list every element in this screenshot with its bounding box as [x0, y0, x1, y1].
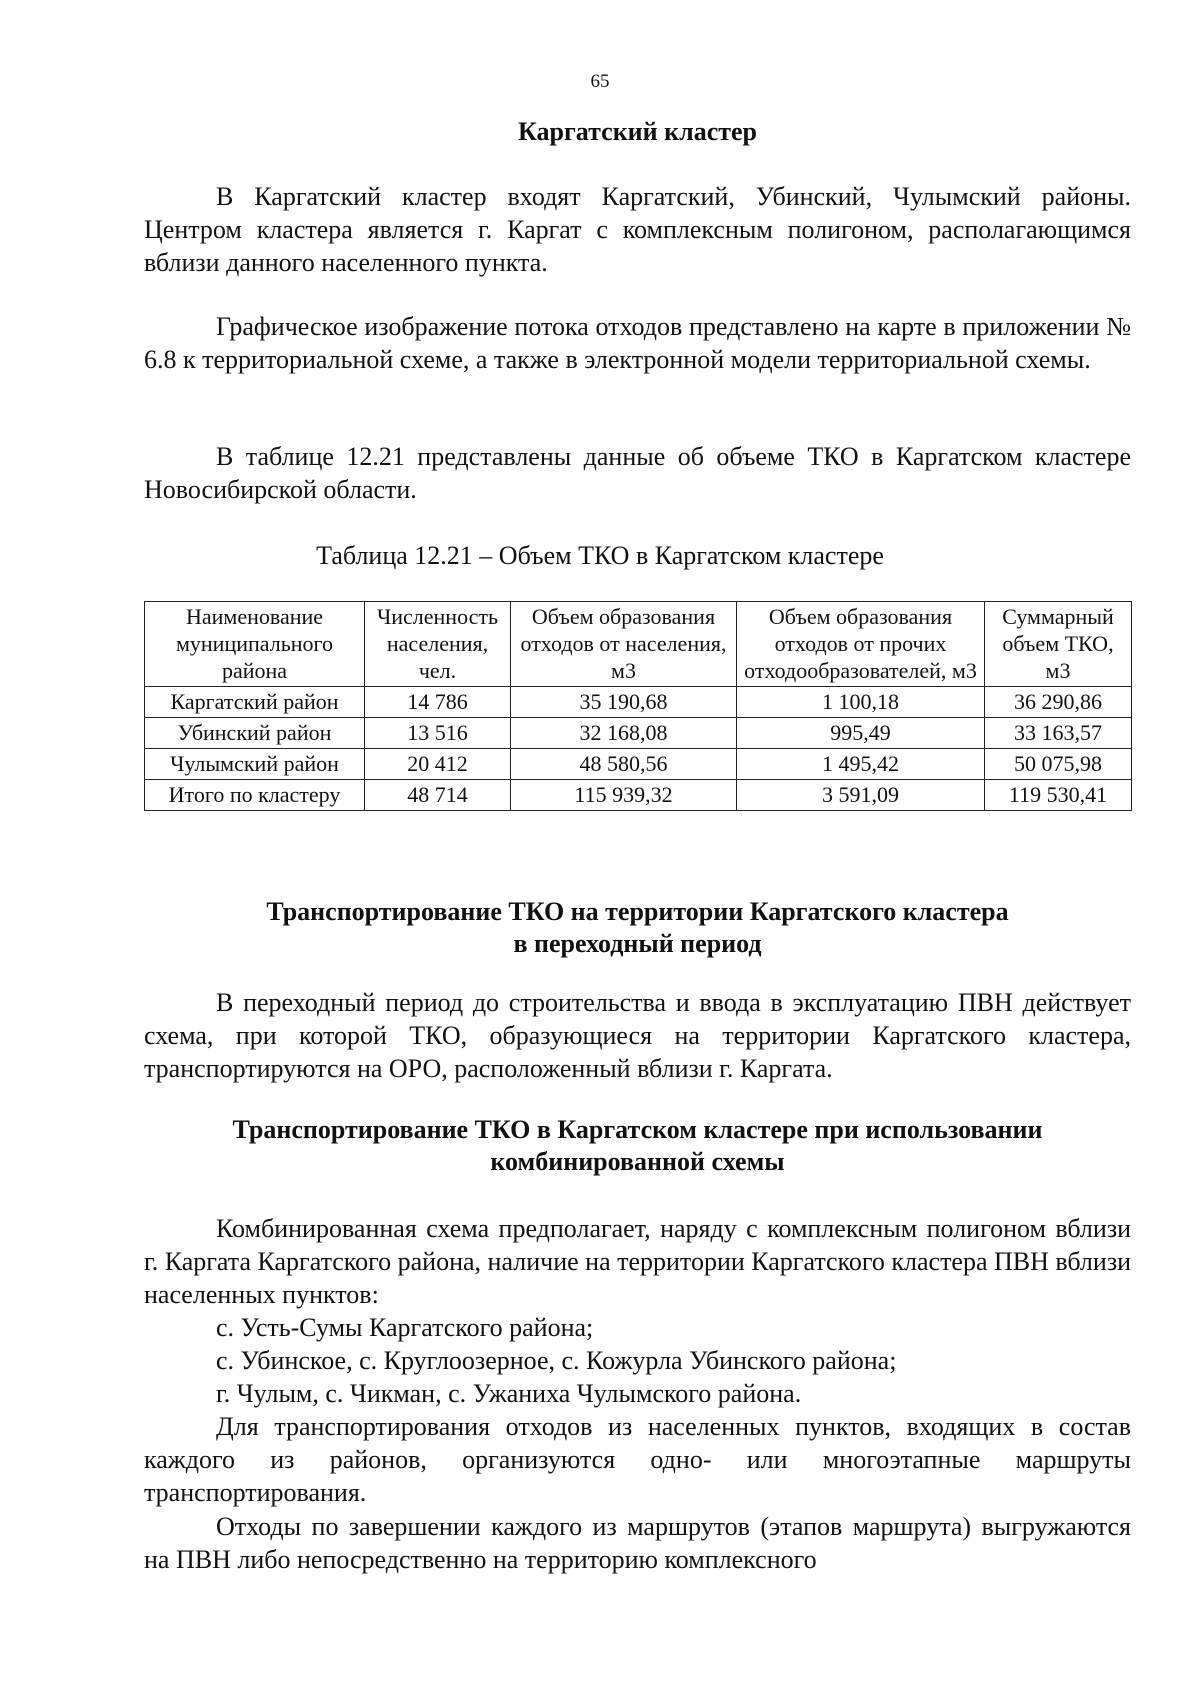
table-cell: Убинский район [145, 718, 365, 749]
list-item: с. Убинское, с. Круглоозерное, с. Кожурла Убинского района; [216, 1346, 897, 1375]
table-cell: 1 495,42 [737, 749, 985, 780]
section-heading-transitional-period [144, 896, 1131, 960]
table-cell: 50 075,98 [985, 749, 1132, 780]
table-cell: 1 100,18 [737, 687, 985, 718]
table-header-row [145, 602, 1132, 687]
paragraph-cluster-composition: В Каргатский кластер входят Каргатский, Убинский, Чулымский районы. Центром кластера является г. Каргат с комплексным полигоном, располагающимся вблизи данного населенного пункта. [144, 182, 1131, 277]
table-row [145, 749, 1132, 780]
paragraph-combined-scheme: Комбинированная схема предполагает, наряду с комплексным полигоном вблизи г. Каргата Каргатского района, наличие на территории Каргатского кластера ПВН вблизи населенных пунктов: [144, 1214, 1131, 1309]
table-cell: 35 190,68 [511, 687, 737, 718]
table-cell: 20 412 [365, 749, 511, 780]
table-cell: 33 163,57 [985, 718, 1132, 749]
paragraph-graphic-representation: Графическое изображение потока отходов представлено на карте в приложении № 6.8 к территориальной схеме, а также в электронной модели территориальной схемы. [144, 312, 1131, 374]
table-cell: 36 290,86 [985, 687, 1132, 718]
tko-volume-table [144, 601, 1132, 811]
paragraph-table-reference: В таблице 12.21 представлены данные об объеме ТКО в Каргатском кластере Новосибирской области. [144, 442, 1131, 504]
table-cell: Итого по кластеру [145, 780, 365, 811]
table-cell: 995,49 [737, 718, 985, 749]
table-cell: 14 786 [365, 687, 511, 718]
paragraph-transitional-scheme: В переходный период до строительства и ввода в эксплуатацию ПВН действует схема, при которой ТКО, образующиеся на территории Каргатского кластера, транспортируются на ОРО, расположенный вблизи г. Каргата. [144, 988, 1131, 1083]
table-cell: Каргатский район [145, 687, 365, 718]
table-cell: 13 516 [365, 718, 511, 749]
heading-line: Транспортирование ТКО в Каргатском кластере при использовании [232, 1115, 1043, 1144]
table-row [145, 718, 1132, 749]
table-cell: 115 939,32 [511, 780, 737, 811]
heading-line: комбинированной схемы [490, 1147, 785, 1176]
section-heading-combined-scheme [144, 1114, 1131, 1178]
paragraph-routes: Для транспортирования отходов из населенных пунктов, входящих в состав каждого из районов, организуются одно- или многоэтапные маршруты транспортирования. [144, 1412, 1131, 1507]
page-number: 65 [590, 71, 610, 92]
table-cell: 32 168,08 [511, 718, 737, 749]
heading-line: Транспортирование ТКО на территории Каргатского кластера [266, 897, 1009, 926]
table-row [145, 687, 1132, 718]
table-cell: 119 530,41 [985, 780, 1132, 811]
column-header-district: Наименование муниципального района [145, 602, 365, 687]
section-heading-kargat-cluster: Каргатский кластер [517, 117, 758, 146]
table-cell: 48 714 [365, 780, 511, 811]
heading-line: в переходный период [513, 929, 762, 958]
column-header-population-waste: Объем образования отходов от населения, м3 [511, 602, 737, 687]
table-caption: Таблица 12.21 – Объем ТКО в Каргатском кластере [316, 541, 884, 570]
table-row-total [145, 780, 1132, 811]
column-header-other-waste: Объем образования отходов от прочих отходообразователей, м3 [737, 602, 985, 687]
table-cell: 3 591,09 [737, 780, 985, 811]
table-cell: 48 580,56 [511, 749, 737, 780]
paragraph-unloading: Отходы по завершении каждого из маршрутов (этапов маршрута) выгружаются на ПВН либо непосредственно на территорию комплексного [144, 1512, 1131, 1574]
column-header-population: Численность населения, чел. [365, 602, 511, 687]
table-cell: Чулымский район [145, 749, 365, 780]
column-header-total-volume: Суммарный объем ТКО, м3 [985, 602, 1132, 687]
list-item: с. Усть-Сумы Каргатского района; [216, 1313, 594, 1342]
list-item: г. Чулым, с. Чикман, с. Ужаниха Чулымского района. [216, 1379, 802, 1408]
